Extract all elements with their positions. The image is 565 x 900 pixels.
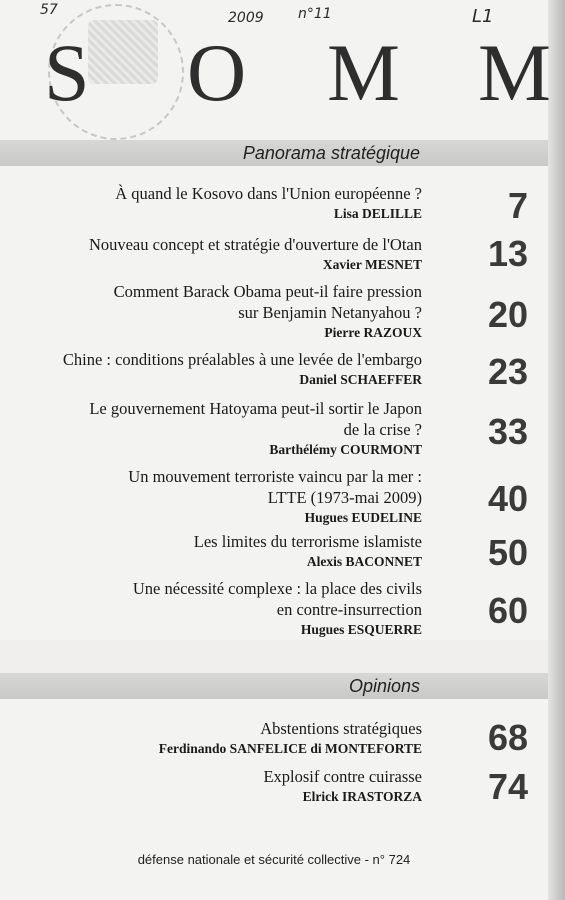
entry-author: Hugues EUDELINE: [304, 510, 422, 525]
section-title: Opinions: [348, 676, 420, 696]
entry-title: sur Benjamin Netanyahou ?: [238, 303, 422, 322]
toc-entry[interactable]: [40, 234, 422, 273]
header-letter: M: [327, 27, 400, 118]
entry-title: de la crise ?: [343, 420, 422, 439]
page-number: 40: [487, 478, 528, 519]
entry-title: Explosif contre cuirasse: [263, 767, 422, 786]
header-letter: M: [478, 27, 551, 118]
page-edge-shadow: [548, 0, 565, 900]
entry-title: Le gouvernement Hatoyama peut-il sortir le Japon: [89, 399, 422, 418]
toc-entry[interactable]: [40, 398, 422, 458]
toc-entry[interactable]: [40, 718, 422, 757]
toc-entry[interactable]: [40, 183, 422, 222]
page-number: 74: [487, 766, 528, 807]
entry-author: Elrick IRASTORZA: [302, 789, 422, 804]
entry-title: Chine : conditions préalables à une levée de l'embargo: [62, 350, 422, 369]
section-title: Panorama stratégique: [242, 143, 420, 163]
toc-entry[interactable]: [40, 766, 422, 805]
entry-author: Daniel SCHAEFFER: [299, 372, 422, 387]
header-letter: O: [187, 27, 247, 118]
page-footer: défense nationale et sécurité collective - n° 724: [137, 852, 411, 867]
entry-author: Pierre RAZOUX: [324, 325, 422, 340]
page-number: 33: [487, 411, 528, 452]
toc-entry[interactable]: [40, 349, 422, 388]
entry-title: Les limites du terrorisme islamiste: [193, 532, 422, 551]
library-stamp-mark: [88, 20, 158, 84]
page-number: 68: [487, 717, 528, 758]
entry-author: Xavier MESNET: [322, 257, 422, 272]
entry-author: Hugues ESQUERRE: [300, 622, 422, 637]
entry-title: Un mouvement terroriste vaincu par la mer :: [128, 467, 422, 486]
handwritten-note: L1: [472, 6, 494, 27]
section-header-bar: [0, 140, 548, 166]
entry-author: Alexis BACONNET: [306, 554, 422, 569]
handwritten-note: n°11: [298, 6, 332, 22]
entry-title: Abstentions stratégiques: [260, 719, 422, 738]
entry-title: Une nécessité complexe : la place des civils: [132, 579, 422, 598]
section-header-bar: [0, 673, 548, 699]
entry-title: LTTE (1973-mai 2009): [267, 488, 422, 507]
toc-entry[interactable]: [40, 578, 422, 638]
entry-title: Nouveau concept et stratégie d'ouverture de l'Otan: [88, 235, 422, 254]
page-number: 23: [487, 351, 528, 392]
toc-entry[interactable]: [40, 531, 422, 570]
entry-author: Ferdinando SANFELICE di MONTEFORTE: [158, 741, 422, 756]
entry-title: en contre-insurrection: [276, 600, 422, 619]
page-number: 13: [487, 233, 528, 274]
entry-author: Lisa DELILLE: [333, 206, 422, 221]
page-number: 7: [507, 185, 528, 226]
page-number: 20: [487, 294, 528, 335]
toc-entry[interactable]: [40, 466, 422, 526]
entry-title: Comment Barack Obama peut-il faire pression: [113, 282, 422, 301]
handwritten-note: 2009: [228, 10, 264, 26]
toc-entry[interactable]: [40, 281, 422, 341]
page-number: 50: [487, 532, 528, 573]
entry-author: Barthélémy COURMONT: [269, 442, 422, 457]
entry-title: À quand le Kosovo dans l'Union européenne ?: [115, 184, 422, 203]
handwritten-note: 57: [40, 2, 58, 18]
header-letter: S: [44, 27, 90, 118]
page-number: 60: [487, 590, 528, 631]
